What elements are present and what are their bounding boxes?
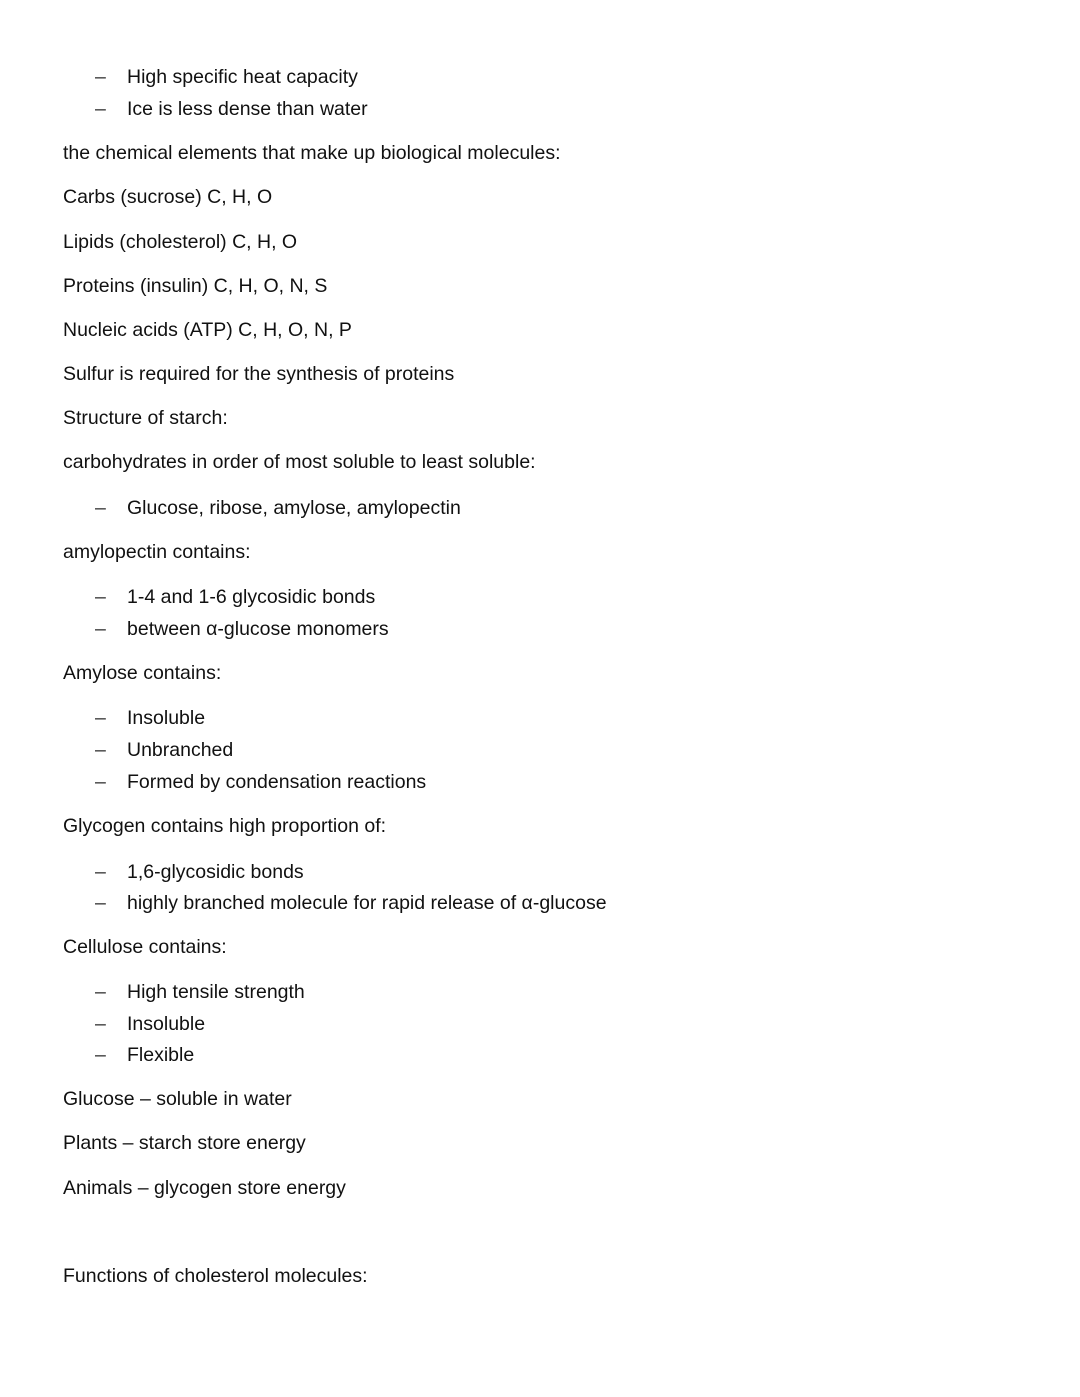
bullet-dash-icon: – [95,66,106,88]
list-item [95,1043,195,1067]
line-text: Amylose contains: [63,662,222,684]
bullet-dash-icon: – [95,771,106,793]
line-text: Unbranched [127,739,234,761]
list-item [95,97,368,121]
bullet-dash-icon: – [95,861,106,883]
paragraph [63,814,386,838]
line-text: Glycogen contains high proportion of: [63,815,387,837]
list-item [95,706,206,730]
line-text: Glucose, ribose, amylose, amylopectin [127,497,461,519]
list-item [95,65,358,89]
paragraph [63,230,297,254]
list-item [95,585,376,609]
line-text: Insoluble [127,707,206,729]
list-item [95,980,305,1004]
line-text: Flexible [127,1044,195,1066]
line-text: Glucose – soluble in water [63,1088,292,1110]
list-item [95,1012,206,1036]
paragraph [63,1264,368,1288]
bullet-dash-icon: – [95,981,106,1003]
bullet-dash-icon: – [95,497,106,519]
list-item [95,496,461,520]
line-text: 1-4 and 1-6 glycosidic bonds [127,586,376,608]
paragraph [63,274,327,298]
line-text: Plants – starch store energy [63,1132,306,1154]
paragraph [63,540,251,564]
list-item [95,891,607,915]
bullet-dash-icon: – [95,586,106,608]
line-text: amylopectin contains: [63,541,251,563]
line-text: Cellulose contains: [63,936,227,958]
list-item [95,738,234,762]
line-text: Proteins (insulin) C, H, O, N, S [63,275,328,297]
line-text: highly branched molecule for rapid release of α-glucose [127,892,607,914]
line-text: Formed by condensation reactions [127,771,427,793]
paragraph [63,141,561,165]
line-text: the chemical elements that make up biological molecules: [63,142,561,164]
paragraph [63,935,227,959]
paragraph [63,1131,306,1155]
line-text: High specific heat capacity [127,66,358,88]
bullet-dash-icon: – [95,707,106,729]
list-item [95,770,427,794]
line-text: Structure of starch: [63,407,228,429]
paragraph [63,1087,292,1111]
list-item [95,617,389,641]
line-text: High tensile strength [127,981,305,1003]
paragraph [63,450,536,474]
line-text: Lipids (cholesterol) C, H, O [63,231,298,253]
line-text: carbohydrates in order of most soluble to least soluble: [63,451,536,473]
bullet-dash-icon: – [95,618,106,640]
line-text: Insoluble [127,1013,206,1035]
line-text: Carbs (sucrose) C, H, O [63,186,273,208]
list-item [95,860,304,884]
line-text: Nucleic acids (ATP) C, H, O, N, P [63,319,352,341]
bullet-dash-icon: – [95,739,106,761]
line-text: between α-glucose monomers [127,618,389,640]
bullet-dash-icon: – [95,892,106,914]
bullet-dash-icon: – [95,1013,106,1035]
paragraph [63,362,454,386]
paragraph [63,318,352,342]
line-text: 1,6-glycosidic bonds [127,861,304,883]
paragraph [63,1176,346,1200]
paragraph [63,185,272,209]
line-text: Functions of cholesterol molecules: [63,1265,368,1287]
bullet-dash-icon: – [95,98,106,120]
bullet-dash-icon: – [95,1044,106,1066]
line-text: Sulfur is required for the synthesis of proteins [63,363,455,385]
paragraph [63,661,221,685]
line-text: Ice is less dense than water [127,98,368,120]
line-text: Animals – glycogen store energy [63,1177,346,1199]
paragraph [63,406,228,430]
